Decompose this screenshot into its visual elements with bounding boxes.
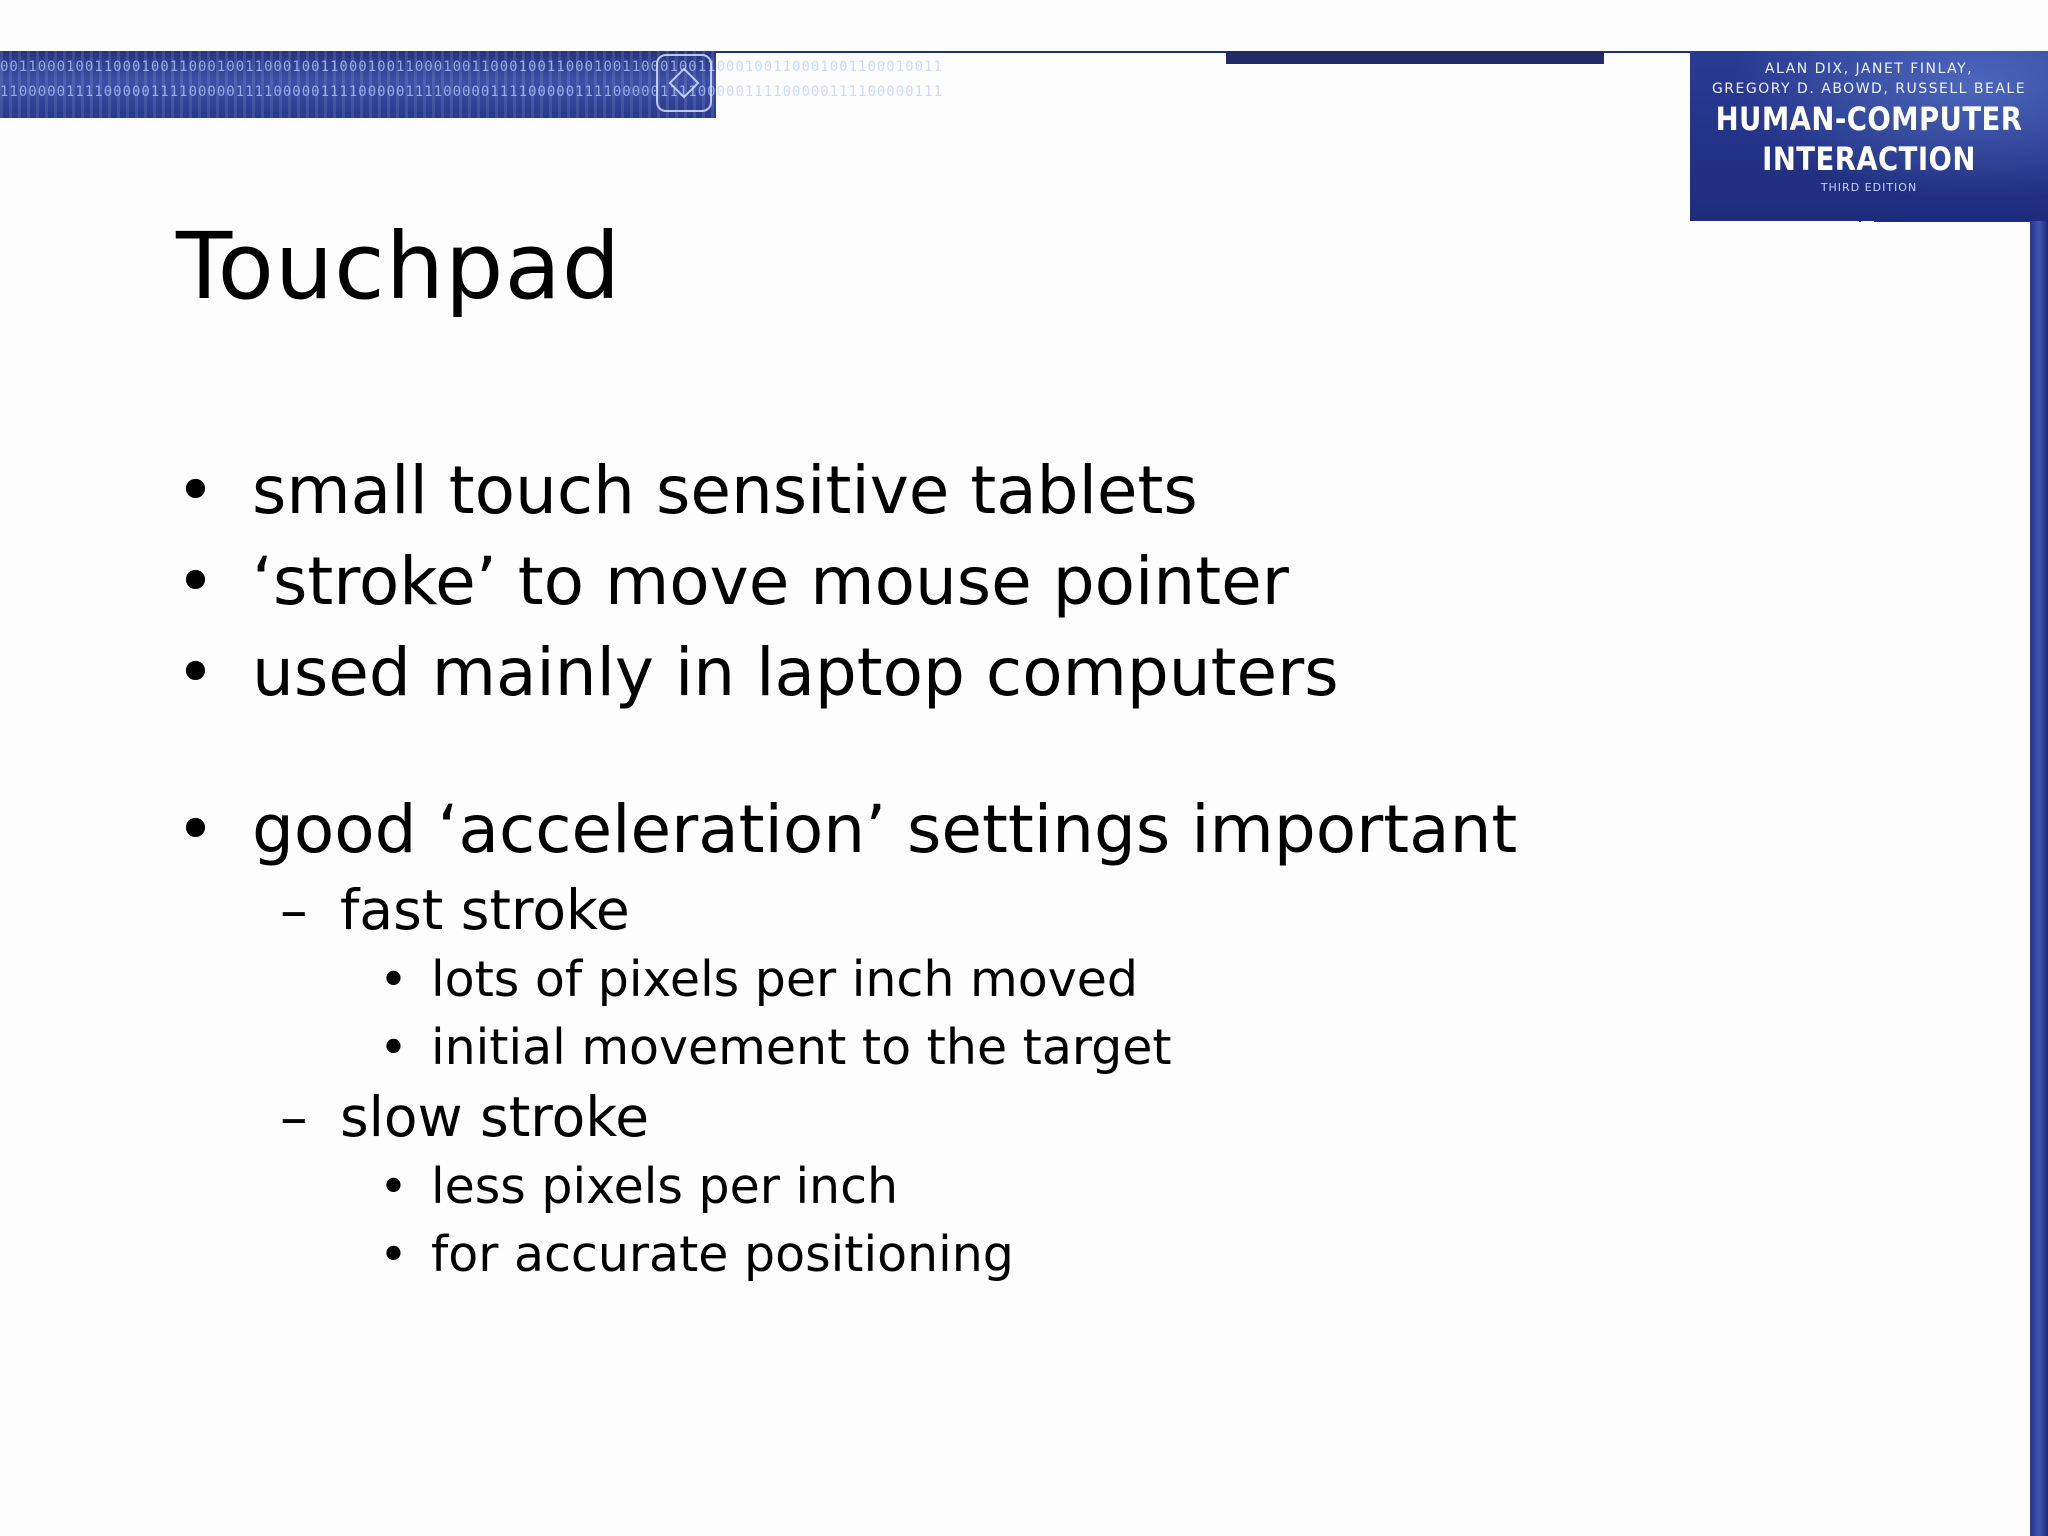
sub-bullet-item <box>176 1082 1676 1153</box>
bullet-text: used mainly in laptop computers <box>252 634 1339 711</box>
book-cover-logo <box>1690 51 2048 221</box>
target-icon <box>656 54 712 112</box>
sub-sub-bullet-text: less pixels per inch <box>431 1158 899 1215</box>
sub-sub-bullet-item <box>176 1014 1676 1082</box>
sub-sub-bullet-text: for accurate positioning <box>431 1226 1014 1283</box>
sub-sub-bullet-text: initial movement to the target <box>431 1019 1172 1076</box>
cover-title-line: INTERACTION <box>1762 140 1976 178</box>
sub-sub-bullet-item <box>176 1153 1676 1221</box>
bullet-marker: • <box>379 1019 408 1076</box>
cover-title-line: HUMAN-COMPUTER <box>1715 100 2023 138</box>
binary-pattern-row: 0011000100110001001100010011000100110001001100010011000100110001001100010011000100110001001100010011 <box>0 59 943 75</box>
bullet-text: small touch sensitive tablets <box>252 452 1198 529</box>
dash-marker: – <box>280 1085 308 1149</box>
binary-header-banner <box>0 51 943 118</box>
bullet-marker: • <box>379 951 408 1008</box>
bullet-marker: • <box>176 791 215 868</box>
cover-edition: THIRD EDITION <box>1820 181 1918 194</box>
bullet-item <box>176 536 1676 627</box>
sub-bullet-text: slow stroke <box>340 1085 650 1149</box>
binary-pattern-row: 1100000111100000111100000111100000111100000111100000111100000111100000111100000111100000111100000111 <box>0 84 943 100</box>
bullet-item <box>176 627 1676 718</box>
sub-sub-bullet-item <box>176 1221 1676 1289</box>
sub-bullet-text: fast stroke <box>340 878 630 942</box>
right-edge-strip <box>2030 220 2048 1536</box>
bullet-list <box>176 445 1676 1289</box>
dash-marker: – <box>280 878 308 942</box>
cover-authors-line: GREGORY D. ABOWD, RUSSELL BEALE <box>1711 81 2027 97</box>
bullet-marker: • <box>176 543 215 620</box>
bullet-marker: • <box>176 452 215 529</box>
bullet-marker: • <box>379 1226 408 1283</box>
header-accent-bar <box>1226 51 1604 64</box>
bullet-text: ‘stroke’ to move mouse pointer <box>252 543 1289 620</box>
sub-sub-bullet-text: lots of pixels per inch moved <box>431 951 1138 1008</box>
bullet-item <box>176 784 1676 875</box>
bullet-marker: • <box>176 634 215 711</box>
cover-authors-line: ALAN DIX, JANET FINLAY, <box>1764 61 1974 77</box>
bullet-text: good ‘acceleration’ settings important <box>252 791 1518 868</box>
sub-bullet-item <box>176 875 1676 946</box>
sub-sub-bullet-item <box>176 946 1676 1014</box>
slide-title: Touchpad <box>176 213 622 320</box>
bullet-marker: • <box>379 1158 408 1215</box>
bullet-item <box>176 445 1676 536</box>
